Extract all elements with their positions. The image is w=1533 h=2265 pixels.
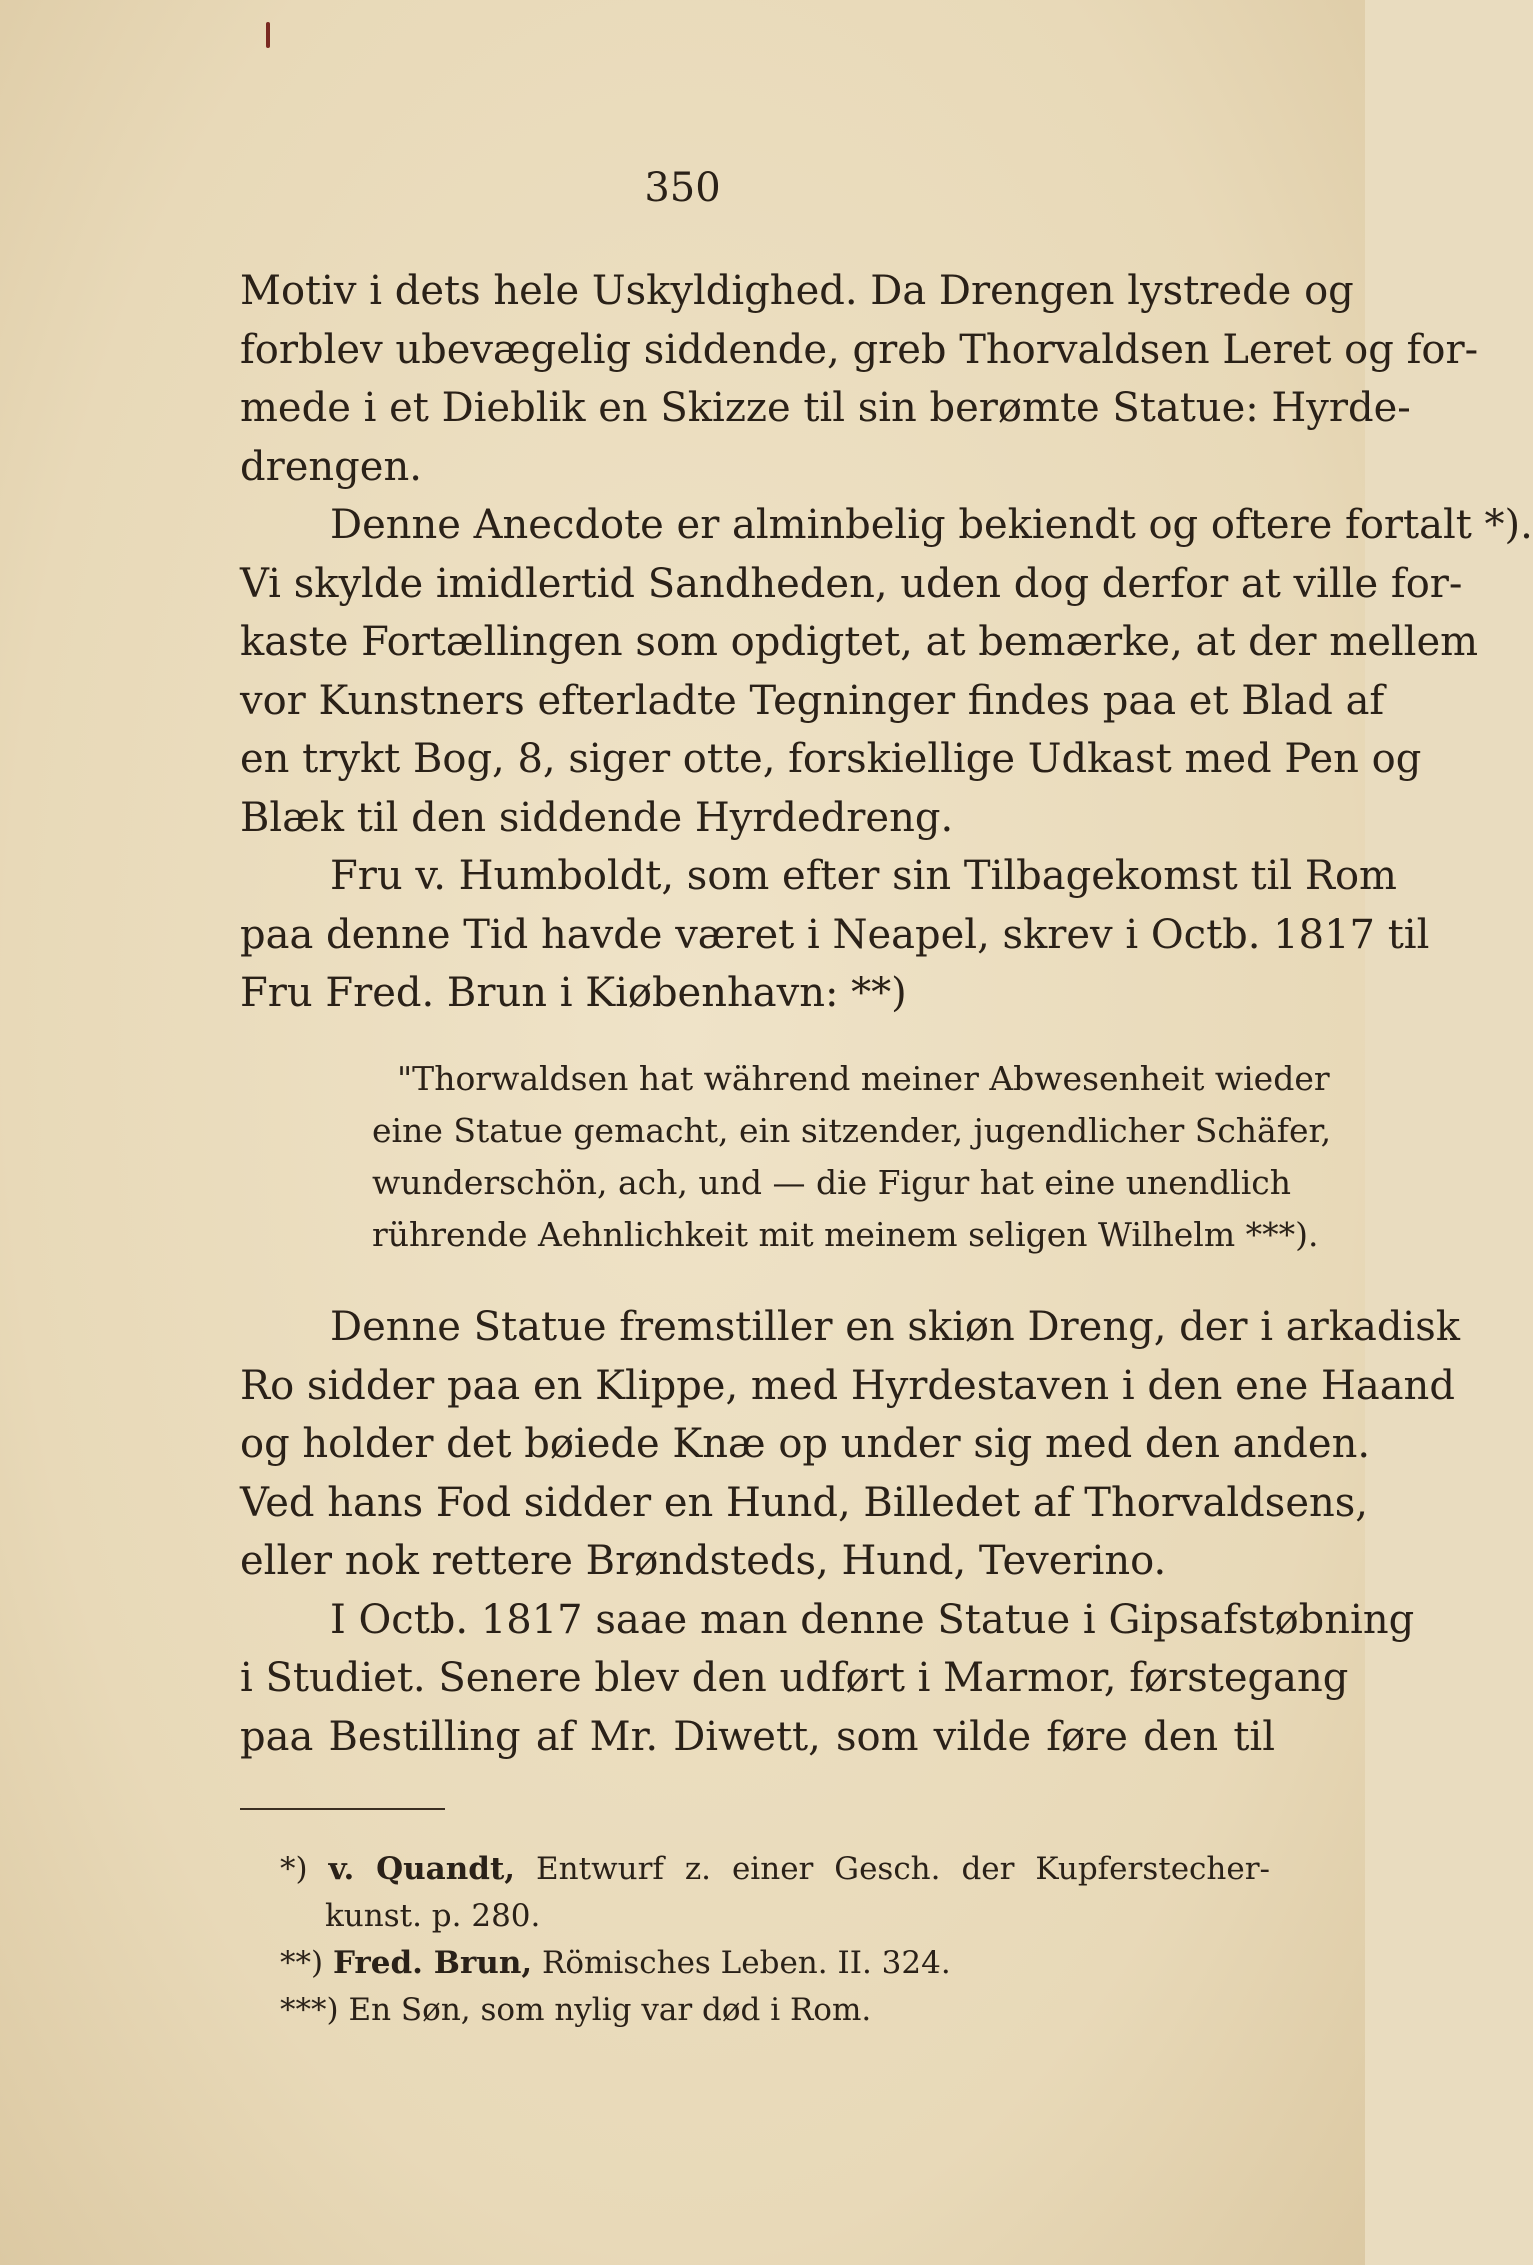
footnote-divider bbox=[240, 1808, 445, 1810]
footnote-author: Fred. Brun, bbox=[332, 1945, 533, 1981]
quote-line: "Thorwaldsen hat während meiner Abwesenheit wieder bbox=[397, 1059, 1330, 1098]
text-line: paa Bestilling af Mr. Diwett, som vilde føre den til bbox=[240, 1713, 1275, 1760]
footnote-1 bbox=[280, 1846, 1270, 1893]
footnote-3 bbox=[280, 1987, 1270, 2034]
footnote-2 bbox=[280, 1940, 1270, 1987]
quote-line: rührende Aehnlichkeit mit meinem seligen Wilhelm ***). bbox=[372, 1215, 1319, 1254]
text-line: Fru Fred. Brun i Kiøbenhavn: **) bbox=[240, 970, 907, 1016]
footnote-1-continuation: kunst. p. 280. bbox=[325, 1898, 541, 1934]
text-line: Blæk til den siddende Hyrdedreng. bbox=[240, 794, 954, 841]
footnote-text: En Søn, som nylig var død i Rom. bbox=[348, 1992, 872, 2028]
footnote-text: Römisches Leben. II. 324. bbox=[542, 1945, 951, 1981]
footnote-author: v. Quandt, bbox=[328, 1851, 516, 1887]
text-line: vor Kunstners efterladte Tegninger findes paa et Blad af bbox=[240, 677, 1385, 724]
text-line: paa denne Tid havde været i Neapel, skrev i Octb. 1817 til bbox=[240, 911, 1430, 958]
text-line: I Octb. 1817 saae man denne Statue i Gipsafstøbning bbox=[330, 1596, 1415, 1643]
main-text-continued bbox=[240, 1298, 1460, 1766]
text-line: Denne Anecdote er alminbelig bekiendt og oftere fortalt *). bbox=[330, 502, 1533, 548]
text-line: en trykt Bog, 8, siger otte, forskiellige Udkast med Pen og bbox=[240, 736, 1422, 782]
margin-mark bbox=[266, 22, 270, 48]
text-line: drengen. bbox=[240, 443, 422, 490]
page-number: 350 bbox=[644, 165, 721, 211]
footnote-text: Entwurf z. einer Gesch. der Kupferstecher- bbox=[536, 1851, 1270, 1887]
text-line: i Studiet. Senere blev den udført i Marmor, førstegang bbox=[240, 1655, 1349, 1701]
main-text bbox=[240, 262, 1533, 1023]
text-line: Motiv i dets hele Uskyldighed. Da Drengen lystrede og bbox=[240, 268, 1354, 314]
quotation bbox=[372, 1053, 1332, 1261]
text-line: Vi skylde imidlertid Sandheden, uden dog derfor at ville for- bbox=[240, 560, 1463, 607]
footnotes bbox=[280, 1846, 1270, 2034]
text-line: mede i et Dieblik en Skizze til sin berømte Statue: Hyrde- bbox=[240, 385, 1411, 431]
quote-line: wunderschön, ach, und — die Figur hat eine unendlich bbox=[372, 1163, 1292, 1202]
footnote-marker: ***) bbox=[280, 1992, 339, 2028]
footnote-marker: **) bbox=[280, 1945, 324, 1981]
text-line: Fru v. Humboldt, som efter sin Tilbagekomst til Rom bbox=[330, 853, 1397, 899]
quote-line: eine Statue gemacht, ein sitzender, jugendlicher Schäfer, bbox=[372, 1111, 1332, 1150]
text-line: eller nok rettere Brøndsteds, Hund, Teverino. bbox=[240, 1538, 1167, 1584]
text-line: Ro sidder paa en Klippe, med Hyrdestaven i den ene Haand bbox=[240, 1362, 1455, 1409]
text-line: Ved hans Fod sidder en Hund, Billedet af Thorvaldsens, bbox=[240, 1479, 1368, 1526]
footnote-marker: *) bbox=[280, 1851, 308, 1887]
text-line: forblev ubevægelig siddende, greb Thorvaldsen Leret og for- bbox=[240, 326, 1479, 373]
text-line: og holder det bøiede Knæ op under sig med den anden. bbox=[240, 1421, 1371, 1467]
text-line: kaste Fortællingen som opdigtet, at bemærke, at der mellem bbox=[240, 619, 1479, 665]
text-line: Denne Statue fremstiller en skiøn Dreng, der i arkadisk bbox=[330, 1304, 1460, 1350]
